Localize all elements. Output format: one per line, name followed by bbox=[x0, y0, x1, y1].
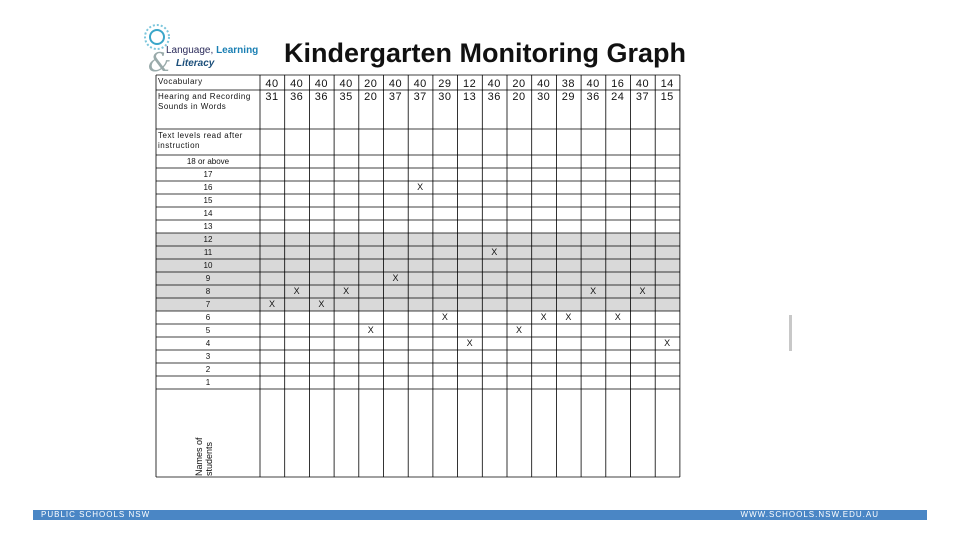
vocabulary-score: 14 bbox=[660, 78, 674, 90]
footer-bar bbox=[33, 510, 927, 520]
hearing-score: 30 bbox=[438, 91, 452, 103]
level-label: 11 bbox=[203, 248, 213, 257]
vocabulary-label: Vocabulary bbox=[158, 77, 203, 86]
hearing-score: 37 bbox=[635, 91, 650, 103]
footer-website-link[interactable]: WWW.SCHOOLS.NSW.EDU.AU bbox=[740, 510, 879, 519]
level-label: 17 bbox=[203, 170, 213, 179]
vocabulary-score: 40 bbox=[537, 78, 551, 90]
level-label: 7 bbox=[205, 300, 211, 309]
level-mark: X bbox=[392, 273, 399, 283]
hearing-score: 20 bbox=[364, 91, 378, 103]
vocabulary-score: 16 bbox=[611, 78, 625, 90]
level-mark: X bbox=[540, 312, 547, 322]
hearing-score: 31 bbox=[265, 91, 279, 103]
vocabulary-score: 40 bbox=[314, 78, 329, 90]
level-mark: X bbox=[441, 312, 448, 322]
hearing-score: 24 bbox=[611, 91, 625, 103]
level-mark: X bbox=[268, 299, 275, 309]
level-label: 3 bbox=[205, 352, 211, 361]
level-mark: X bbox=[639, 286, 646, 296]
level-label: 5 bbox=[205, 326, 211, 335]
scrollbar[interactable] bbox=[789, 315, 792, 351]
level-mark: X bbox=[318, 299, 325, 309]
hearing-score: 36 bbox=[586, 91, 600, 103]
level-label: 14 bbox=[203, 209, 213, 218]
level-label: 18 or above bbox=[186, 157, 230, 166]
hearing-score: 29 bbox=[561, 91, 576, 103]
names-of-students-label: Names of students bbox=[194, 437, 214, 476]
level-label: 12 bbox=[203, 235, 213, 244]
vocabulary-score: 38 bbox=[561, 78, 576, 90]
hearing-recording-label: Hearing and Recording Sounds in Words bbox=[158, 92, 251, 111]
vocabulary-score: 40 bbox=[487, 78, 501, 90]
hearing-score: 37 bbox=[388, 91, 403, 103]
level-label: 13 bbox=[203, 222, 213, 231]
level-mark: X bbox=[343, 286, 350, 296]
vocabulary-score: 40 bbox=[586, 78, 600, 90]
level-mark: X bbox=[293, 286, 300, 296]
vocabulary-score: 20 bbox=[512, 78, 526, 90]
vocabulary-score: 40 bbox=[635, 78, 650, 90]
hearing-score: 36 bbox=[314, 91, 329, 103]
level-mark: X bbox=[590, 286, 597, 296]
level-label: 9 bbox=[205, 274, 211, 283]
text-levels-label: Text levels read after instruction bbox=[158, 131, 243, 150]
level-mark: X bbox=[367, 325, 374, 335]
level-label: 8 bbox=[205, 287, 211, 296]
hearing-score: 35 bbox=[339, 91, 353, 103]
logo-line-2: Literacy bbox=[176, 58, 215, 69]
level-mark: X bbox=[614, 312, 621, 322]
hearing-score: 20 bbox=[512, 91, 526, 103]
vocabulary-score: 40 bbox=[290, 78, 304, 90]
level-mark: X bbox=[565, 312, 572, 322]
level-label: 4 bbox=[205, 339, 211, 348]
level-mark: X bbox=[515, 325, 522, 335]
vocabulary-score: 40 bbox=[265, 78, 279, 90]
hearing-score: 13 bbox=[462, 91, 477, 103]
level-mark: X bbox=[491, 247, 498, 257]
level-label: 6 bbox=[205, 313, 211, 322]
vocabulary-score: 40 bbox=[413, 78, 427, 90]
level-label: 16 bbox=[203, 183, 213, 192]
hearing-score: 36 bbox=[290, 91, 304, 103]
footer-left-text: PUBLIC SCHOOLS NSW bbox=[41, 510, 151, 519]
level-mark: X bbox=[417, 182, 424, 192]
hearing-score: 36 bbox=[487, 91, 501, 103]
level-label: 15 bbox=[203, 196, 213, 205]
level-mark: X bbox=[664, 338, 671, 348]
level-label: 1 bbox=[205, 378, 211, 387]
vocabulary-score: 29 bbox=[438, 78, 452, 90]
vocabulary-score: 20 bbox=[364, 78, 378, 90]
level-label: 2 bbox=[205, 365, 211, 374]
hearing-score: 30 bbox=[537, 91, 551, 103]
level-mark: X bbox=[466, 338, 473, 348]
logo-ampersand: & bbox=[148, 48, 172, 78]
hearing-score: 37 bbox=[413, 91, 427, 103]
vocabulary-score: 40 bbox=[339, 78, 353, 90]
vocabulary-score: 12 bbox=[462, 78, 477, 90]
logo-line-1: Language, Learning bbox=[166, 45, 259, 56]
vocabulary-score: 40 bbox=[388, 78, 403, 90]
level-label: 10 bbox=[203, 261, 213, 270]
page-title: Kindergarten Monitoring Graph bbox=[284, 38, 686, 68]
hearing-score: 15 bbox=[660, 91, 674, 103]
